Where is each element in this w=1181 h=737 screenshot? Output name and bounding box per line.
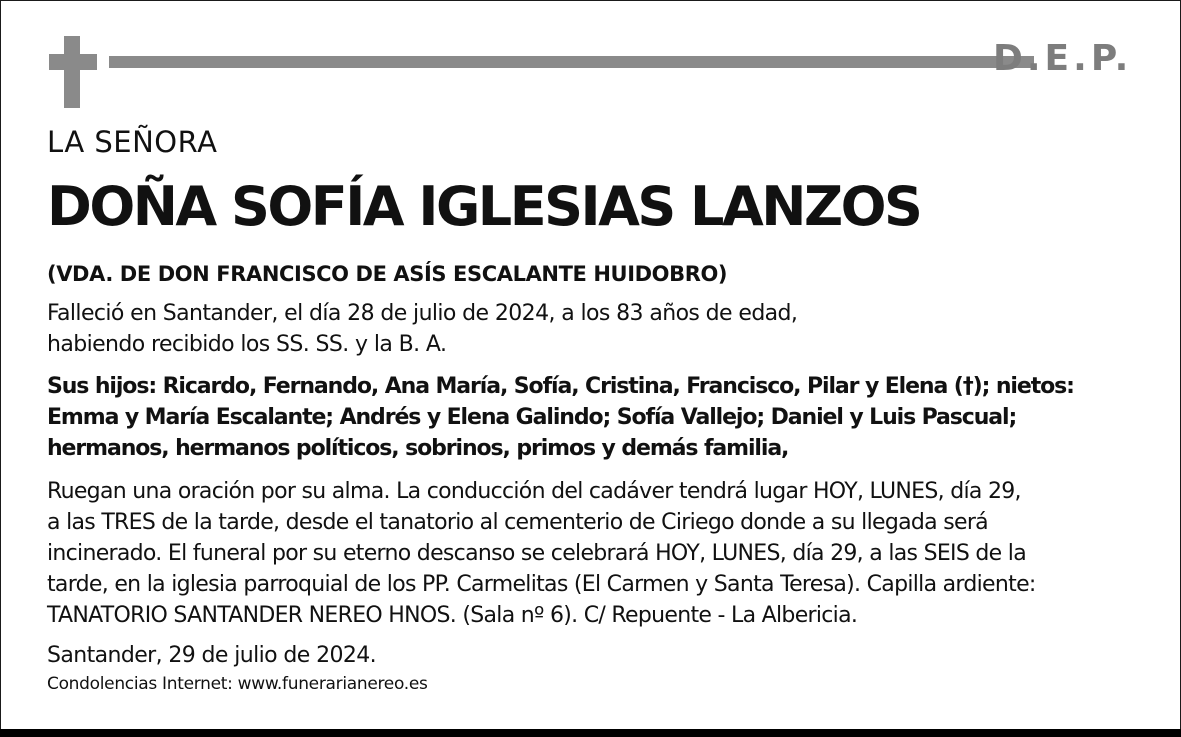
header-divider xyxy=(109,56,1034,68)
honorific: LA SEÑORA xyxy=(47,125,218,159)
condolences-link[interactable]: Condolencias Internet: www.funerarianereo.es xyxy=(47,674,428,694)
prayer-line: TANATORIO SANTANDER NEREO HNOS. (Sala nº 6). C/ Repuente - La Albericia. xyxy=(47,603,858,628)
family-line: Sus hijos: Ricardo, Fernando, Ana María, Sofía, Cristina, Francisco, Pilar y Elena (†); nietos: xyxy=(47,374,1074,399)
bottom-rule xyxy=(0,729,1181,737)
death-line: Falleció en Santander, el día 28 de julio de 2024, a los 83 años de edad, xyxy=(47,301,798,326)
cross-horizontal-bar xyxy=(49,54,97,70)
dep-label: D.E.P. xyxy=(993,38,1133,79)
obituary-header xyxy=(47,34,1137,110)
death-paragraph xyxy=(47,298,797,360)
widow-of-line: (VDA. DE DON FRANCISCO DE ASÍS ESCALANTE HUIDOBRO) xyxy=(47,262,728,286)
family-line: hermanos, hermanos políticos, sobrinos, primos y demás familia, xyxy=(47,436,789,461)
prayer-paragraph xyxy=(47,476,1036,631)
dateline: Santander, 29 de julio de 2024. xyxy=(47,643,377,668)
prayer-line: a las TRES de la tarde, desde el tanatorio al cementerio de Ciriego donde a su llegada será xyxy=(47,510,988,535)
death-line: habiendo recibido los SS. SS. y la B. A. xyxy=(47,332,447,357)
deceased-name: DOÑA SOFÍA IGLESIAS LANZOS xyxy=(47,175,921,238)
prayer-line: Ruegan una oración por su alma. La conducción del cadáver tendrá lugar HOY, LUNES, día 29, xyxy=(47,479,1021,504)
prayer-line: incinerado. El funeral por su eterno descanso se celebrará HOY, LUNES, día 29, a las SEIS de la xyxy=(47,541,1026,566)
family-paragraph xyxy=(47,371,1074,464)
family-line: Emma y María Escalante; Andrés y Elena Galindo; Sofía Vallejo; Daniel y Luis Pascual; xyxy=(47,405,1017,430)
cross-vertical-bar xyxy=(64,36,80,108)
prayer-line: tarde, en la iglesia parroquial de los PP. Carmelitas (El Carmen y Santa Teresa). Capilla ardiente: xyxy=(47,572,1036,597)
